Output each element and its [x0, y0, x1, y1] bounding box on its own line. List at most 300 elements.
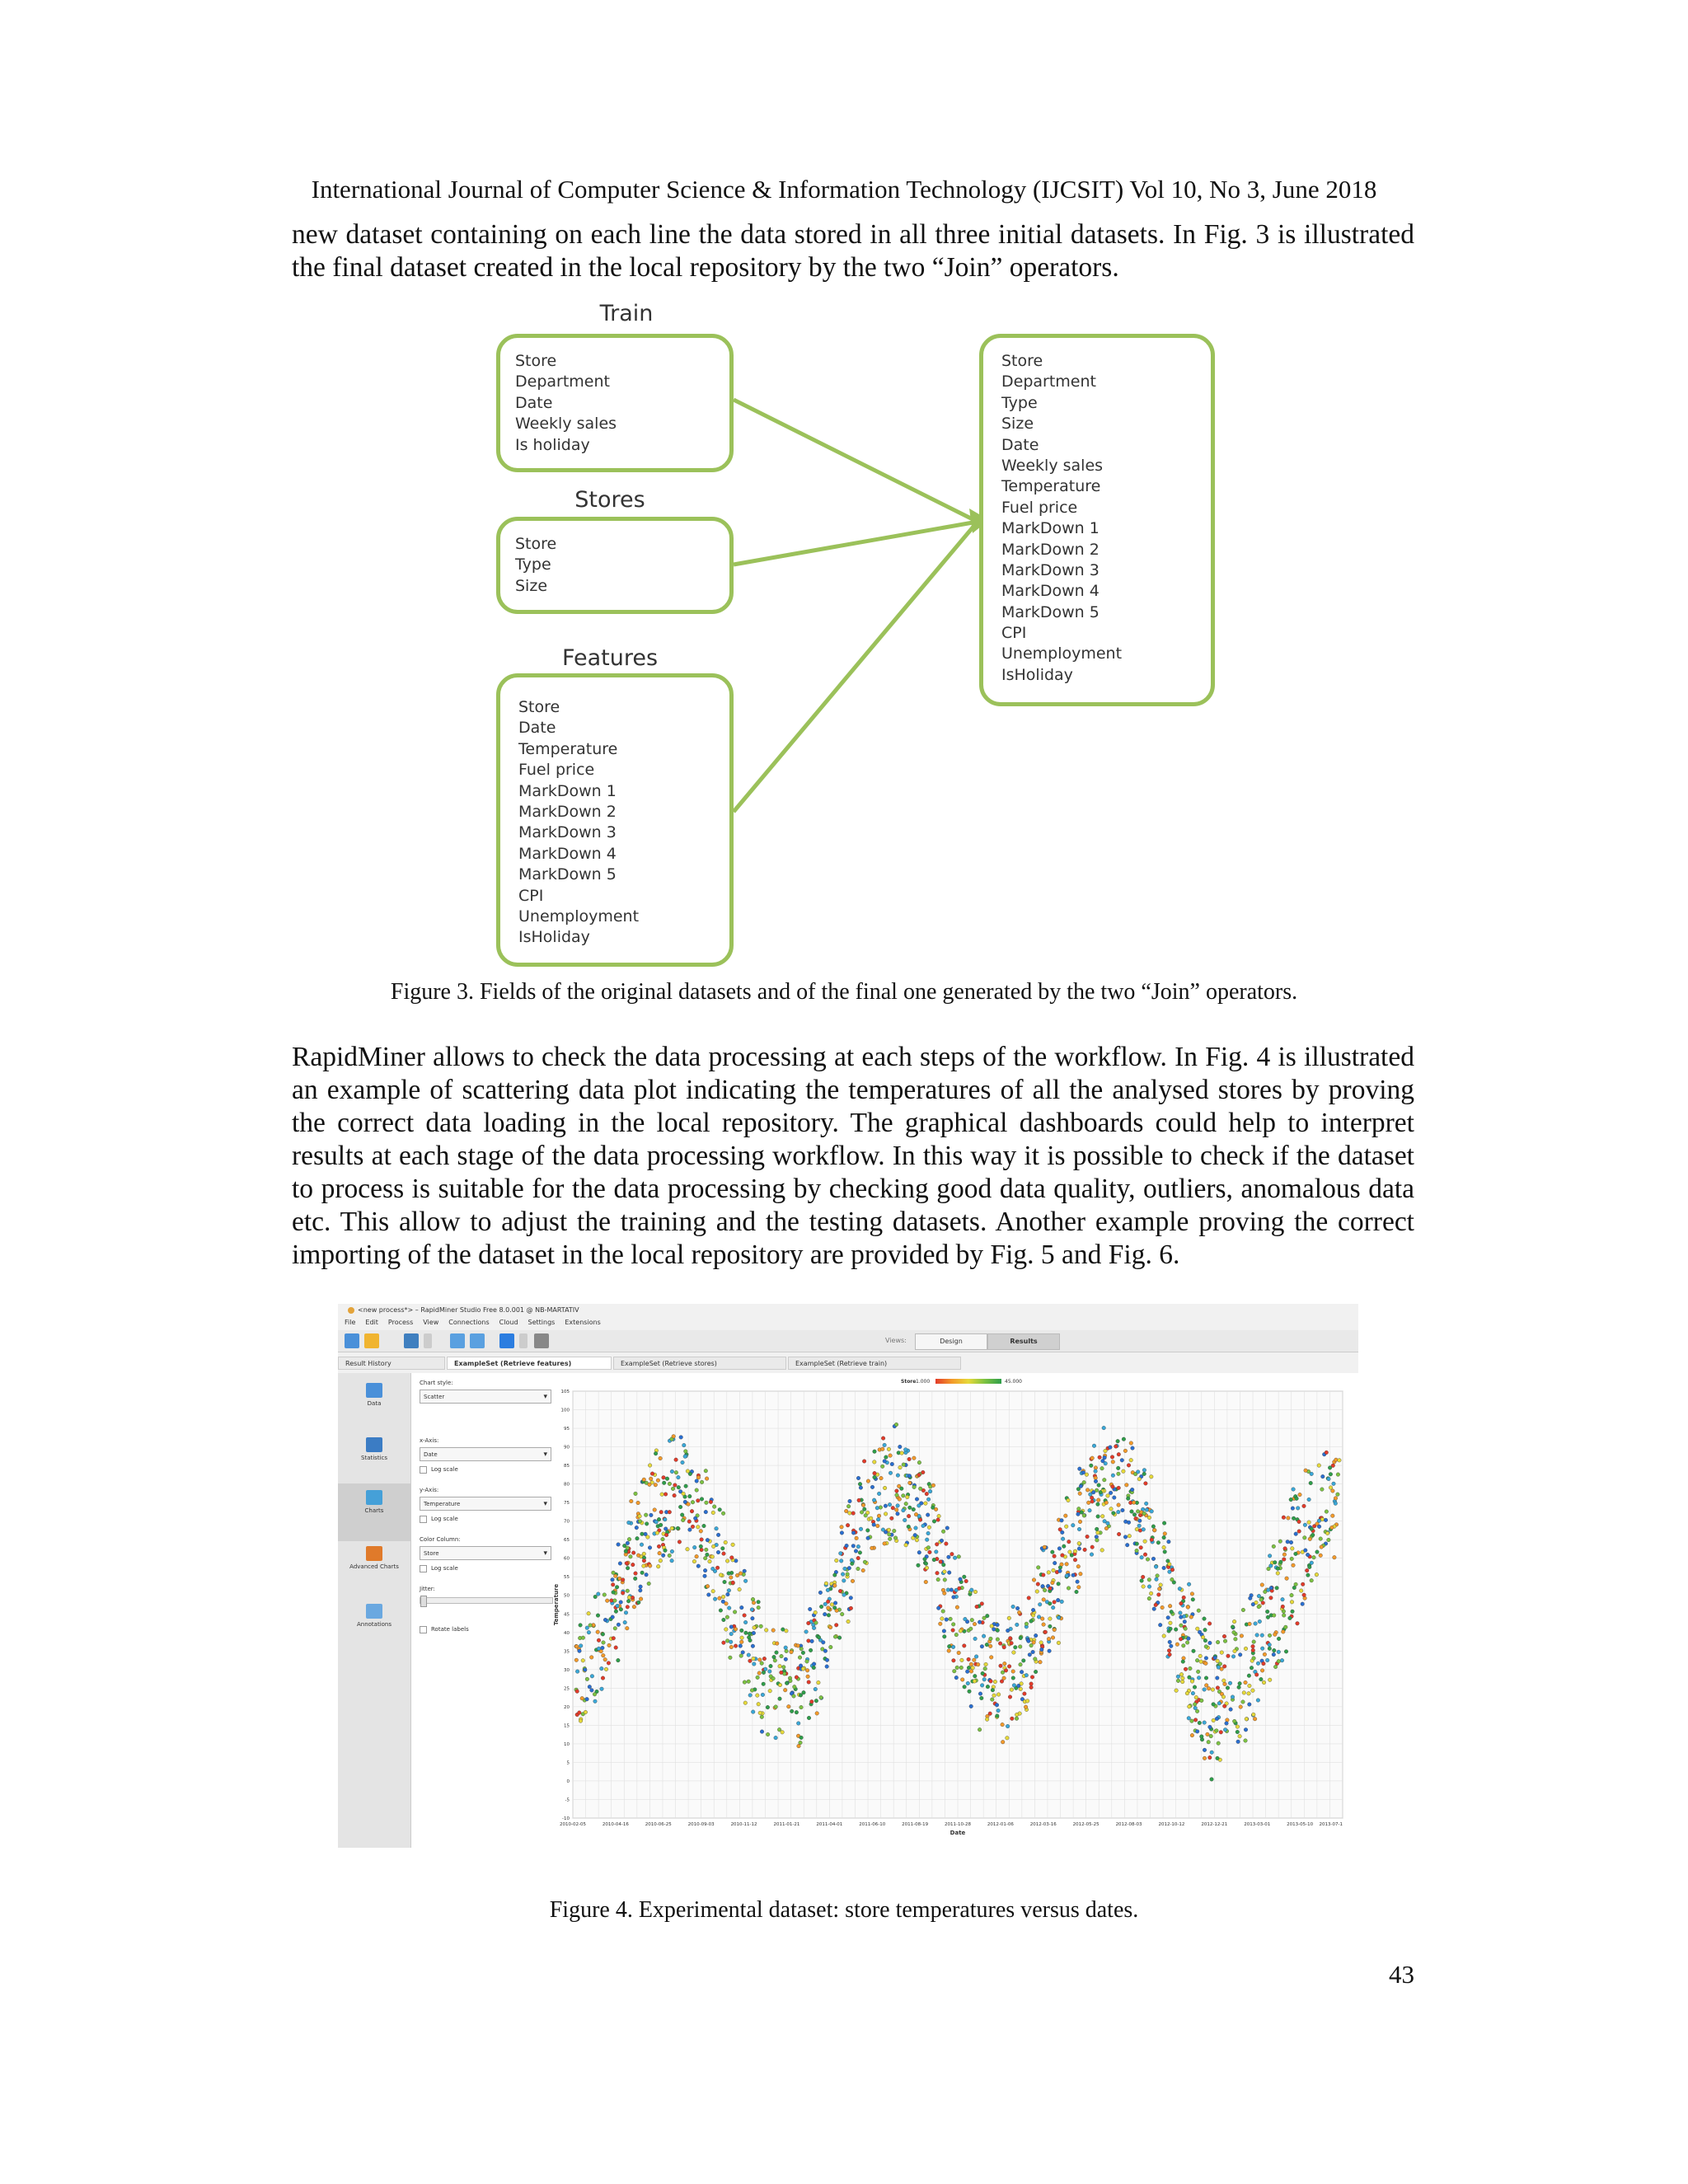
data-point [1036, 1582, 1040, 1586]
data-point [1162, 1521, 1166, 1526]
data-point [884, 1512, 888, 1516]
menu-item-view[interactable]: View [423, 1319, 439, 1326]
data-point [1019, 1636, 1023, 1640]
data-point [996, 1693, 1001, 1697]
data-point [857, 1498, 861, 1502]
data-point [784, 1646, 788, 1650]
data-point [850, 1558, 854, 1563]
features-field: Temperature [518, 739, 618, 758]
tab-retrieve-features[interactable]: ExampleSet (Retrieve features) [447, 1357, 612, 1370]
data-point [1232, 1719, 1236, 1723]
data-point [980, 1645, 984, 1649]
data-point [959, 1577, 963, 1582]
y-tick-label: 100 [560, 1408, 570, 1413]
data-point [656, 1564, 660, 1568]
data-point [887, 1447, 891, 1451]
data-point [1182, 1657, 1186, 1661]
data-point [1114, 1445, 1118, 1449]
data-point [1184, 1667, 1188, 1671]
data-point [1189, 1615, 1193, 1619]
x-tick-label: 2012-12-21 [1201, 1822, 1228, 1827]
data-point [1292, 1488, 1296, 1492]
data-point [908, 1506, 912, 1510]
data-point [729, 1625, 734, 1629]
data-point [1094, 1476, 1098, 1480]
data-point [1109, 1491, 1113, 1495]
data-point [1147, 1516, 1151, 1520]
data-point [1117, 1452, 1121, 1456]
data-point [991, 1688, 995, 1692]
data-point [915, 1538, 919, 1542]
data-point [1203, 1748, 1207, 1752]
data-point [1208, 1641, 1212, 1645]
result-field: CPI [1001, 624, 1027, 643]
data-point [1320, 1517, 1325, 1521]
data-point [947, 1555, 951, 1559]
data-point [793, 1685, 797, 1689]
data-point [638, 1514, 642, 1518]
data-point [974, 1655, 978, 1659]
data-point [1104, 1501, 1109, 1505]
data-point [758, 1711, 762, 1715]
data-point [602, 1653, 606, 1657]
data-point [648, 1546, 652, 1550]
data-point [1272, 1652, 1276, 1657]
data-point [682, 1492, 686, 1496]
data-point [941, 1610, 945, 1614]
data-point [932, 1558, 936, 1562]
data-point [1321, 1474, 1325, 1479]
data-point [952, 1659, 956, 1663]
data-point [1127, 1464, 1131, 1468]
data-point [1179, 1672, 1184, 1676]
data-point [951, 1645, 955, 1649]
data-point [1151, 1525, 1156, 1529]
data-point [904, 1502, 908, 1506]
data-point [1130, 1510, 1134, 1514]
data-point [1078, 1520, 1082, 1524]
data-point [1292, 1516, 1296, 1521]
menu-item-cloud[interactable]: Cloud [499, 1319, 518, 1326]
intro-text: new dataset containing on each line the data stored in all three initial datasets. In Fig. 3 is illustrated the final dataset created in the local repository by the two “Join” operators. [292, 219, 1414, 283]
data-point [1090, 1496, 1094, 1500]
data-point [653, 1508, 657, 1512]
data-point [951, 1629, 955, 1633]
data-point [1100, 1466, 1104, 1470]
x-log-scale-checkbox[interactable] [420, 1465, 458, 1474]
data-point [1011, 1676, 1015, 1680]
data-point [1131, 1446, 1135, 1451]
y-axis-select[interactable]: Temperature ▾ [420, 1497, 551, 1511]
sidebar-item-statistics[interactable] [338, 1437, 410, 1462]
data-point [760, 1730, 764, 1734]
data-point [1317, 1464, 1321, 1468]
data-point [691, 1525, 695, 1529]
data-point [1067, 1540, 1071, 1544]
data-point [748, 1638, 753, 1643]
data-point [1194, 1695, 1198, 1699]
menu-item-process[interactable]: Process [387, 1319, 414, 1326]
data-point [699, 1544, 703, 1549]
train-field: Date [515, 393, 553, 412]
data-point [785, 1629, 789, 1633]
sidebar-item-charts[interactable] [338, 1483, 410, 1541]
data-point [1331, 1514, 1335, 1518]
data-point [950, 1552, 954, 1556]
data-point [1294, 1532, 1298, 1536]
data-point [1167, 1649, 1171, 1653]
data-point [1029, 1619, 1034, 1624]
data-point [799, 1664, 803, 1668]
data-point [1226, 1718, 1230, 1722]
data-point [959, 1666, 964, 1670]
data-point [706, 1584, 710, 1588]
data-point [601, 1633, 605, 1637]
data-point [1085, 1473, 1089, 1477]
data-point [1222, 1704, 1226, 1708]
data-point [750, 1689, 754, 1693]
data-point [648, 1464, 652, 1468]
data-point [967, 1666, 971, 1670]
data-point [1332, 1482, 1336, 1486]
data-point [1209, 1734, 1213, 1738]
data-point [1223, 1728, 1227, 1732]
x-tick-label: 2013-05-10 [1287, 1822, 1314, 1827]
data-point [817, 1680, 821, 1685]
data-point [895, 1489, 899, 1493]
data-point [902, 1494, 906, 1498]
data-point [1061, 1554, 1065, 1558]
data-point [724, 1628, 729, 1632]
data-point [1034, 1670, 1038, 1674]
data-point [778, 1697, 782, 1701]
data-point [1034, 1657, 1038, 1661]
data-point [787, 1704, 791, 1708]
data-point [1265, 1658, 1269, 1662]
data-point [1338, 1459, 1342, 1463]
data-point [601, 1676, 605, 1680]
data-point [942, 1629, 946, 1633]
data-point [1051, 1605, 1055, 1610]
data-point [879, 1476, 884, 1480]
tab-retrieve-stores[interactable]: ExampleSet (Retrieve stores) [613, 1357, 786, 1370]
data-point [1273, 1665, 1278, 1669]
data-point [1146, 1558, 1150, 1562]
data-point [918, 1518, 922, 1522]
data-point [1136, 1470, 1140, 1474]
data-point [684, 1484, 688, 1488]
features-field: Unemployment [518, 907, 640, 926]
data-point [797, 1744, 801, 1748]
data-point [851, 1531, 856, 1535]
data-point [607, 1643, 612, 1647]
data-point [1282, 1630, 1286, 1634]
data-point [940, 1617, 945, 1621]
data-point [761, 1693, 765, 1697]
y-tick-label: 55 [564, 1575, 570, 1581]
data-point [1123, 1449, 1128, 1453]
run-icon[interactable] [499, 1333, 514, 1348]
jitter-slider-handle[interactable] [420, 1596, 427, 1607]
data-point [579, 1624, 583, 1628]
data-point [617, 1623, 621, 1627]
data-point [989, 1656, 993, 1660]
data-point [748, 1632, 752, 1636]
color-log-scale-checkbox[interactable] [420, 1564, 458, 1572]
run-dropdown-icon[interactable] [519, 1333, 528, 1348]
data-point [593, 1595, 598, 1599]
data-point [894, 1422, 898, 1427]
data-point [588, 1685, 592, 1689]
data-point [756, 1675, 760, 1680]
data-point [1096, 1530, 1100, 1535]
data-point [706, 1538, 710, 1542]
data-point [923, 1558, 927, 1562]
data-point [1277, 1650, 1281, 1654]
data-point [805, 1660, 809, 1664]
rotate-labels-checkbox[interactable] [420, 1625, 469, 1633]
data-point [860, 1511, 864, 1515]
data-point [1305, 1568, 1309, 1572]
data-point [991, 1698, 995, 1702]
data-point [1254, 1622, 1258, 1626]
data-point [1142, 1469, 1146, 1473]
data-point [1228, 1681, 1232, 1685]
data-point [926, 1531, 931, 1535]
results-view-button[interactable]: Results [987, 1333, 1060, 1350]
result-field: Weekly sales [1001, 456, 1104, 475]
data-point [1285, 1577, 1289, 1581]
log-scale-label: Log scale [431, 1466, 458, 1473]
menu-item-edit[interactable]: Edit [365, 1319, 378, 1326]
data-point [1273, 1561, 1278, 1565]
y-tick-label: -10 [562, 1816, 570, 1821]
data-point [642, 1478, 646, 1482]
data-point [721, 1600, 725, 1604]
data-point [574, 1645, 579, 1649]
data-point [844, 1509, 848, 1513]
tab-retrieve-train[interactable]: ExampleSet (Retrieve train) [788, 1357, 961, 1370]
data-point [677, 1485, 681, 1489]
data-point [959, 1629, 963, 1633]
data-point [840, 1531, 844, 1535]
data-point [796, 1644, 800, 1648]
open-folder-icon[interactable] [364, 1333, 379, 1348]
data-point [1140, 1579, 1144, 1583]
data-point [627, 1537, 631, 1541]
sidebar-item-annotations[interactable] [338, 1604, 410, 1629]
data-point [655, 1531, 659, 1535]
data-point [963, 1685, 967, 1690]
data-point [1000, 1680, 1004, 1684]
data-point [1081, 1470, 1085, 1474]
data-point [635, 1526, 639, 1530]
data-point [1162, 1566, 1166, 1570]
chart-style-select[interactable]: Scatter ▾ [420, 1390, 551, 1404]
result-field: Temperature [1001, 477, 1101, 496]
data-point [711, 1567, 715, 1571]
color-column-select[interactable]: Store ▾ [420, 1546, 551, 1560]
data-point [877, 1492, 881, 1496]
data-point [1037, 1615, 1041, 1619]
data-point [936, 1577, 940, 1582]
data-point [687, 1502, 691, 1507]
data-point [955, 1666, 959, 1670]
data-point [657, 1517, 661, 1521]
data-point [1197, 1676, 1201, 1680]
data-point [1094, 1466, 1098, 1470]
data-point [696, 1499, 701, 1503]
data-point [648, 1483, 652, 1487]
new-process-icon[interactable] [345, 1333, 359, 1348]
data-point [795, 1675, 799, 1680]
data-point [840, 1612, 844, 1616]
running-header: International Journal of Computer Science & Information Technology (IJCSIT) Vol 10, No 3, June 2018 [311, 175, 1377, 204]
views-label: Views: [885, 1337, 907, 1344]
data-point [1191, 1598, 1195, 1602]
undo-icon[interactable] [450, 1333, 465, 1348]
data-point [1058, 1528, 1062, 1532]
data-point [1150, 1475, 1154, 1479]
data-point [1222, 1665, 1226, 1669]
figure-4-caption: Figure 4. Experimental dataset: store temperatures versus dates. [549, 1897, 1139, 1923]
data-point [848, 1511, 852, 1516]
data-point [947, 1644, 951, 1648]
data-point [663, 1517, 668, 1521]
data-point [645, 1522, 649, 1526]
data-point [681, 1460, 685, 1465]
menu-item-settings[interactable]: Settings [528, 1319, 556, 1326]
jitter-slider[interactable] [420, 1597, 553, 1604]
data-point [1296, 1507, 1300, 1511]
data-point [729, 1656, 733, 1660]
data-point [864, 1514, 868, 1518]
data-point [1272, 1544, 1276, 1549]
data-point [854, 1549, 858, 1554]
data-point [1071, 1573, 1076, 1577]
data-point [1023, 1692, 1027, 1696]
data-point [771, 1629, 776, 1633]
data-point [1025, 1699, 1029, 1704]
data-point [1190, 1680, 1194, 1684]
data-point [1142, 1528, 1146, 1532]
data-point [1298, 1493, 1302, 1497]
data-point [1284, 1650, 1288, 1654]
y-log-scale-checkbox[interactable] [420, 1515, 458, 1523]
data-point [716, 1533, 720, 1537]
x-axis-select[interactable]: Date ▾ [420, 1447, 551, 1461]
redo-icon[interactable] [470, 1333, 485, 1348]
data-point [1309, 1481, 1313, 1485]
data-point [1051, 1636, 1055, 1640]
data-point [1073, 1549, 1077, 1554]
data-point [715, 1526, 719, 1530]
data-point [1056, 1598, 1060, 1602]
data-point [647, 1582, 651, 1586]
data-point [1216, 1640, 1220, 1644]
data-point [1022, 1659, 1026, 1663]
data-point [1135, 1549, 1139, 1553]
y-tick-label: 45 [564, 1612, 570, 1618]
data-point [727, 1589, 731, 1593]
data-point [1170, 1568, 1175, 1572]
data-point [1303, 1536, 1307, 1540]
data-point [1095, 1527, 1099, 1531]
data-point [753, 1662, 757, 1666]
data-point [881, 1436, 885, 1441]
data-point [978, 1620, 982, 1624]
tab-result-history[interactable]: Result History [338, 1357, 445, 1370]
data-point [763, 1667, 767, 1671]
data-point [947, 1649, 951, 1653]
data-point [1259, 1598, 1264, 1602]
save-dropdown-icon[interactable] [424, 1333, 432, 1348]
data-point [1099, 1490, 1103, 1494]
data-point [925, 1492, 929, 1496]
sidebar-item-advanced-charts[interactable] [338, 1546, 410, 1571]
data-point [1223, 1682, 1227, 1686]
data-point [1273, 1648, 1277, 1652]
data-point [945, 1526, 950, 1530]
data-point [1103, 1478, 1107, 1482]
data-point [1085, 1535, 1090, 1539]
data-point [1106, 1494, 1110, 1498]
charts-panel [411, 1373, 1358, 1848]
stop-icon[interactable] [534, 1333, 549, 1348]
data-point [808, 1607, 812, 1611]
data-point [1252, 1713, 1256, 1717]
data-point [1110, 1455, 1114, 1460]
result-field: Department [1001, 373, 1096, 391]
data-point [614, 1646, 618, 1650]
data-point [1015, 1717, 1019, 1721]
data-point [1076, 1512, 1081, 1516]
data-point [705, 1501, 709, 1505]
data-point [1266, 1588, 1270, 1592]
data-point [1170, 1577, 1175, 1582]
data-point [1299, 1589, 1303, 1593]
data-point [615, 1586, 619, 1590]
data-point [889, 1471, 893, 1475]
data-point [1210, 1750, 1214, 1755]
menu-item-connections[interactable]: Connections [448, 1319, 490, 1326]
data-point [656, 1479, 660, 1483]
data-point [943, 1570, 947, 1574]
data-point [721, 1595, 725, 1599]
data-point [769, 1664, 773, 1668]
menu-item-extensions[interactable]: Extensions [565, 1319, 601, 1326]
data-point [659, 1523, 663, 1527]
data-point [924, 1580, 928, 1584]
data-point [1098, 1455, 1102, 1460]
data-point [982, 1678, 987, 1682]
save-icon[interactable] [404, 1333, 419, 1348]
data-point [883, 1542, 887, 1546]
legend-title: Store [901, 1379, 917, 1385]
design-view-button[interactable]: Design [915, 1333, 987, 1350]
features-fields [518, 697, 729, 949]
data-point [1057, 1547, 1062, 1551]
sidebar-item-data[interactable] [338, 1383, 410, 1408]
data-point [947, 1571, 951, 1575]
menu-item-file[interactable]: File [345, 1319, 356, 1326]
data-point [1147, 1585, 1151, 1589]
data-point [1296, 1622, 1300, 1626]
data-point [773, 1659, 777, 1663]
data-point [670, 1469, 674, 1474]
data-point [827, 1606, 831, 1610]
data-point [1102, 1426, 1106, 1430]
